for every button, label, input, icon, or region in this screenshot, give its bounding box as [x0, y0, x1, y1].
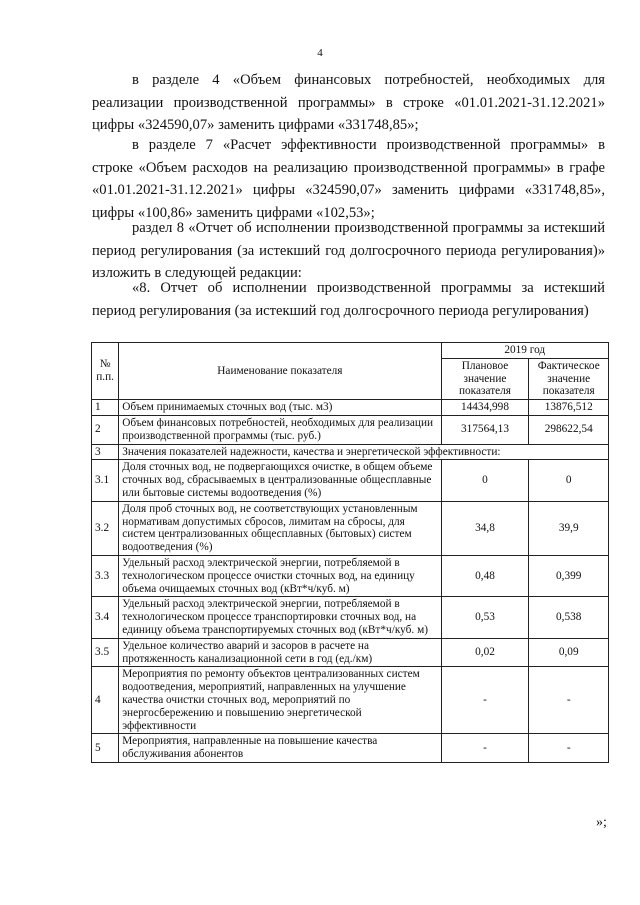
row-number: 3	[92, 444, 119, 460]
row-indicator-name: Удельный расход электрической энергии, потребляемой в технологическом процессе транспортировки сточных вод, на единицу объема транспортируемых сточных вод (кВт*ч/куб. м)	[119, 597, 441, 638]
row-plan-value: 0,53	[441, 597, 529, 638]
row-fact-value: 0	[529, 460, 609, 501]
row-plan-value: -	[441, 667, 529, 734]
table-row	[92, 400, 609, 416]
header-fact: Фактическое значение показателя	[529, 358, 609, 399]
row-number: 2	[92, 415, 119, 444]
table-row	[92, 667, 609, 734]
page-number: 4	[317, 47, 323, 59]
row-number: 3.2	[92, 501, 119, 555]
closing-quote: »;	[596, 815, 607, 830]
row-number: 3.4	[92, 597, 119, 638]
report-heading: «8. Отчет об исполнении производственной программы за истекший период регулирования (за истекший год долгосрочного периода регулирования)	[92, 280, 605, 319]
row-number: 4	[92, 667, 119, 734]
row-number: 3.1	[92, 460, 119, 501]
row-plan-value: -	[441, 734, 529, 763]
header-name: Наименование показателя	[119, 343, 441, 400]
row-number: 3.5	[92, 638, 119, 667]
row-indicator-name: Удельное количество аварий и засоров в расчете на протяженность канализационной сети в год (ед./км)	[119, 638, 441, 667]
row-indicator-name: Удельный расход электрической энергии, потребляемой в технологическом процессе очистки сточных вод, на единицу объема очищаемых сточных вод (кВт*ч/куб. м)	[119, 555, 441, 596]
row-fact-value: 13876,512	[529, 400, 609, 416]
table-row	[92, 415, 609, 444]
row-fact-value: 0,399	[529, 555, 609, 596]
paragraph-section-7: в разделе 7 «Расчет эффективности производственной программы» в строке «Объем расходов на реализацию производственной программы» в графе «01.01.2021-31.12.2021» цифры «324590,07» заменить цифрами «331748,85», цифры «100,86» заменить цифрами «102,53»;	[92, 137, 605, 221]
row-fact-value: 39,9	[529, 501, 609, 555]
row-fact-value: 298622,54	[529, 415, 609, 444]
table-row	[92, 501, 609, 555]
table-row	[92, 460, 609, 501]
row-indicator-name: Мероприятия, направленные на повышение качества обслуживания абонентов	[119, 734, 441, 763]
table-row	[92, 555, 609, 596]
row-fact-value: -	[529, 667, 609, 734]
header-plan: Плановое значение показателя	[441, 358, 529, 399]
row-number: 1	[92, 400, 119, 416]
table-body	[92, 400, 609, 763]
row-plan-value: 0	[441, 460, 529, 501]
header-year: 2019 год	[441, 343, 608, 359]
row-plan-value: 34,8	[441, 501, 529, 555]
row-number: 5	[92, 734, 119, 763]
row-fact-value: 0,538	[529, 597, 609, 638]
table-row	[92, 597, 609, 638]
row-indicator-name: Доля проб сточных вод, не соответствующих установленным нормативам допустимых сбросов, лимитам на сбросы, для систем централизованных общесплавных (бытовых) систем водоотведения (%)	[119, 501, 441, 555]
row-plan-value: 0,48	[441, 555, 529, 596]
row-indicator-name: Доля сточных вод, не подвергающихся очистке, в общем объеме сточных вод, сбрасываемых в централизованные общесплавные или бытовые системы водоотведения (%)	[119, 460, 441, 501]
row-fact-value: 0,09	[529, 638, 609, 667]
row-plan-value: 0,02	[441, 638, 529, 667]
paragraph-section-8: раздел 8 «Отчет об исполнении производственной программы за истекший период регулирования (за истекший год долгосрочного периода регулирования)» изложить в следующей редакции:	[92, 220, 605, 281]
row-plan-value: 14434,998	[441, 400, 529, 416]
row-indicator-name: Объем принимаемых сточных вод (тыс. м3)	[119, 400, 441, 416]
header-num: № п.п.	[92, 343, 119, 400]
row-number: 3.3	[92, 555, 119, 596]
table-row	[92, 638, 609, 667]
row-indicator-name: Объем финансовых потребностей, необходимых для реализации производственной программы (тыс. руб.)	[119, 415, 441, 444]
row-plan-value: 317564,13	[441, 415, 529, 444]
row-indicator-name: Значения показателей надежности, качества и энергетической эффективности:	[119, 444, 609, 460]
row-indicator-name: Мероприятия по ремонту объектов централизованных систем водоотведения, мероприятий, направленных на улучшение качества очистки сточных вод, мероприятий по энергосбережению и повышению энергетической эффективности	[119, 667, 441, 734]
table-row	[92, 444, 609, 460]
row-fact-value: -	[529, 734, 609, 763]
paragraph-section-4: в разделе 4 «Объем финансовых потребностей, необходимых для реализации производственной программы» в строке «01.01.2021-31.12.2021» цифры «324590,07» заменить цифрами «331748,85»;	[92, 72, 605, 133]
table-row	[92, 734, 609, 763]
report-table	[91, 342, 609, 763]
